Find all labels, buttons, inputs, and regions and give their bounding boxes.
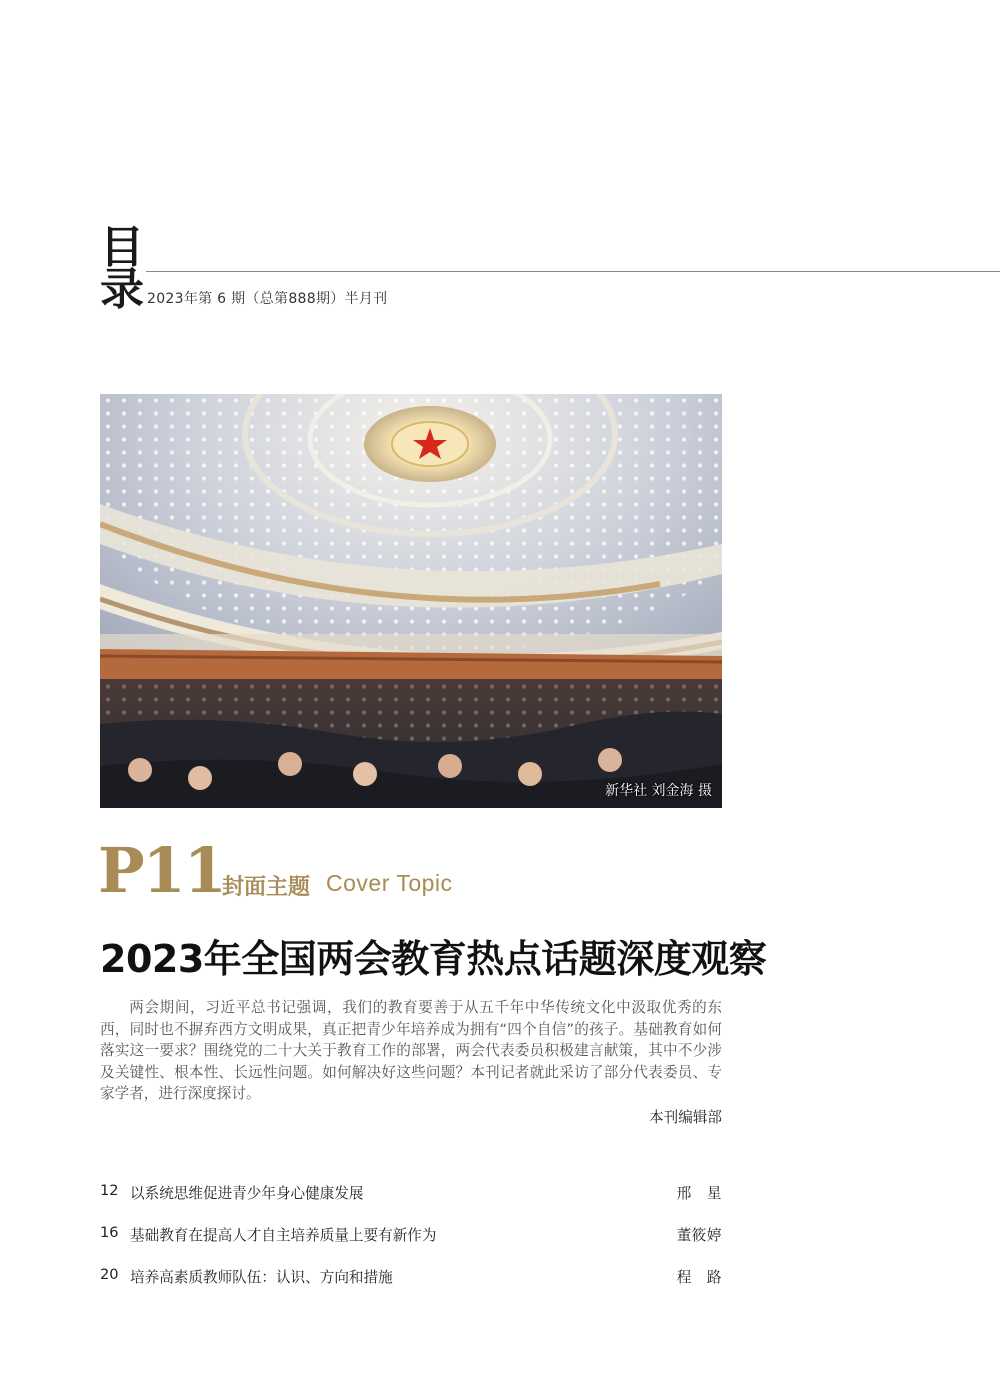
toc-entry-title[interactable]: 基础教育在提高人才自主培养质量上要有新作为	[130, 1227, 437, 1244]
toc-entry-author: 董筱婷	[676, 1227, 722, 1244]
toc-entry-author: 邢 星	[676, 1185, 722, 1202]
feature-lead-paragraph: 两会期间，习近平总书记强调，我们的教育要善于从五千年中华传统文化中汲取优秀的东西，同时也不摒弃西方文明成果，真正把青少年培养成为拥有“四个自信”的孩子。基础教育如何落实这一要求？围绕党的二十大关于教育工作的部署，两会代表委员积极建言献策，其中不少涉及关键性、根本性、长远性问题。如何解决好这些问题？本刊记者就此采访了部分代表委员、专家学者，进行深度探讨。	[100, 999, 722, 1102]
toc-entry-title[interactable]: 培养高素质教师队伍：认识、方向和措施	[130, 1269, 393, 1286]
section-label-en: Cover Topic	[326, 870, 453, 896]
toc-heading-char-2: 录	[100, 264, 144, 315]
toc-entry[interactable]	[100, 1266, 722, 1290]
toc-entry-author: 程 路	[676, 1269, 722, 1286]
toc-entry-page: 20	[100, 1266, 119, 1283]
toc-entry[interactable]	[100, 1182, 722, 1206]
toc-entry-title[interactable]: 以系统思维促进青少年身心健康发展	[130, 1185, 364, 1202]
issue-info: 2023年第 6 期（总第888期）半月刊	[147, 291, 388, 307]
header-rule	[146, 271, 1000, 272]
section-label-cn: 封面主题	[222, 875, 311, 900]
feature-headline[interactable]: 2023年全国两会教育热点话题深度观察	[100, 937, 767, 981]
toc-entry-page: 12	[100, 1182, 119, 1199]
photo-credit: 新华社 刘金海 摄	[605, 783, 712, 799]
toc-heading-char-1: 目	[100, 222, 144, 273]
feature-page-number: P11	[98, 834, 225, 907]
cover-photo	[100, 394, 722, 808]
feature-byline: 本刊编辑部	[649, 1109, 722, 1126]
toc-entry[interactable]	[100, 1224, 722, 1248]
toc-entry-page: 16	[100, 1224, 119, 1241]
